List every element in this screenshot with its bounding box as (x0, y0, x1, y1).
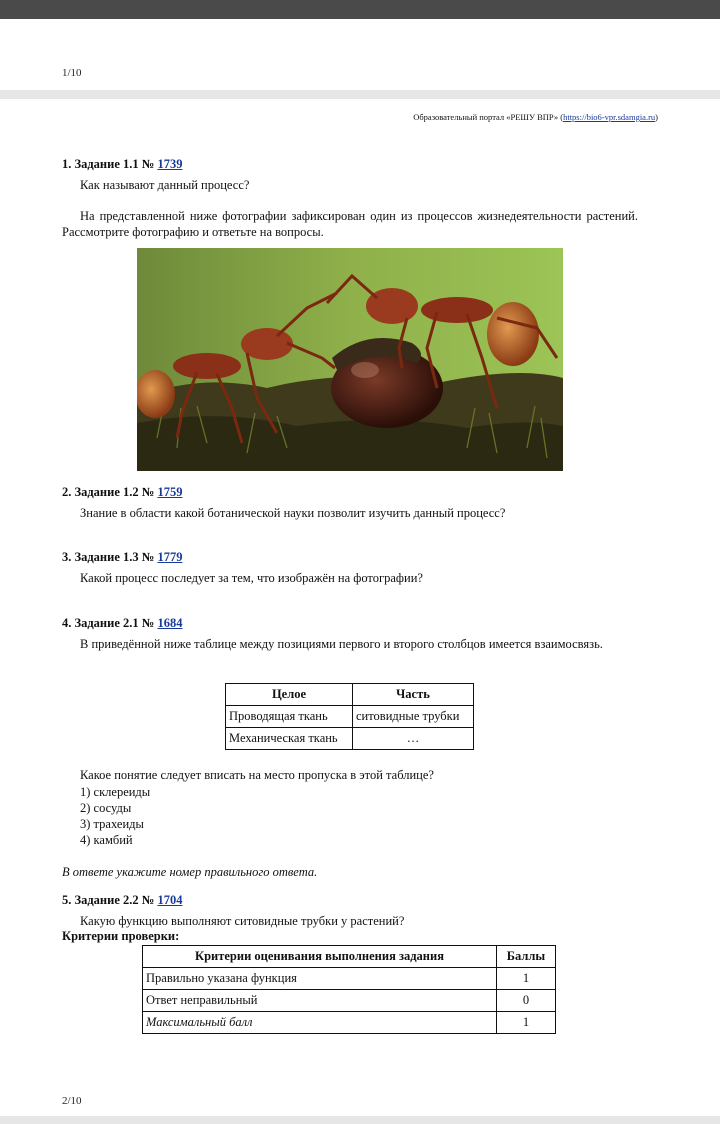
task-1-heading: 1. Задание 1.1 № 1739 (62, 157, 183, 171)
table-cell: 0 (497, 990, 556, 1012)
relation-table (225, 683, 474, 750)
task-1-question: Как называют данный процесс? (80, 178, 250, 192)
viewer-top-bar (0, 0, 720, 19)
task-5-heading: 5. Задание 2.2 № 1704 (62, 893, 183, 907)
table-header-row (143, 946, 556, 968)
table-cell: Правильно указана функция (143, 968, 497, 990)
table-cell: Механическая ткань (226, 728, 353, 750)
table-header-cell: Критерии оценивания выполнения задания (143, 946, 497, 968)
task-5-link[interactable]: 1704 (157, 893, 183, 907)
answer-option: 3) трахеиды (80, 817, 144, 831)
page-separator (0, 1116, 720, 1124)
criteria-table (142, 945, 556, 1034)
table-row (226, 728, 474, 750)
table-header-cell: Часть (353, 684, 474, 706)
task-3-question: Какой процесс последует за тем, что изображён на фотографии? (80, 571, 423, 585)
table-row (143, 990, 556, 1012)
page-separator (0, 90, 720, 99)
table-header-cell: Целое (226, 684, 353, 706)
table-cell: 1 (497, 968, 556, 990)
answer-note: В ответе укажите номер правильного ответа. (62, 865, 318, 879)
task-3-link[interactable]: 1779 (157, 550, 183, 564)
portal-header: Образовательный портал «РЕШУ ВПР» (https://bio6-vpr.sdamgia.ru) (413, 112, 658, 122)
task-2-heading: 2. Задание 1.2 № 1759 (62, 485, 183, 499)
criteria-title: Критерии проверки: (62, 929, 180, 943)
table-cell: ситовидные трубки (353, 706, 474, 728)
task-1-intro: На представленной ниже фотографии зафиксирован один из процессов жизнедеятельности растений. Рассмотрите фотографию и ответьте на вопросы. (62, 209, 638, 239)
task-3-heading: 3. Задание 1.3 № 1779 (62, 550, 183, 564)
task-2-question: Знание в области какой ботанической науки позволит изучить данный процесс? (80, 506, 506, 520)
page-number: 1/10 (62, 67, 82, 79)
table-row (226, 706, 474, 728)
table-cell: Проводящая ткань (226, 706, 353, 728)
task-4-question: Какое понятие следует вписать на место пропуска в этой таблице? (80, 768, 434, 782)
task-2-link[interactable]: 1759 (157, 485, 183, 499)
table-cell: 1 (497, 1012, 556, 1034)
table-header-cell: Баллы (497, 946, 556, 968)
table-cell: … (353, 728, 474, 750)
task-4-heading: 4. Задание 2.1 № 1684 (62, 616, 183, 630)
task-5-question: Какую функцию выполняют ситовидные трубки у растений? (80, 914, 405, 928)
table-row (143, 968, 556, 990)
task-4-intro: В приведённой ниже таблице между позициями первого и второго столбцов имеется взаимосвязь. (80, 637, 603, 651)
answer-option: 4) камбий (80, 833, 133, 847)
portal-link[interactable]: https://bio6-vpr.sdamgia.ru (563, 112, 656, 122)
table-row (143, 1012, 556, 1034)
table-cell: Ответ неправильный (143, 990, 497, 1012)
page-number: 2/10 (62, 1095, 82, 1107)
ants-photo (137, 248, 563, 471)
table-header-row (226, 684, 474, 706)
table-cell: Максимальный балл (143, 1012, 497, 1034)
answer-option: 1) склереиды (80, 785, 151, 799)
task-1-link[interactable]: 1739 (157, 157, 183, 171)
answer-option: 2) сосуды (80, 801, 132, 815)
task-4-link[interactable]: 1684 (157, 616, 183, 630)
